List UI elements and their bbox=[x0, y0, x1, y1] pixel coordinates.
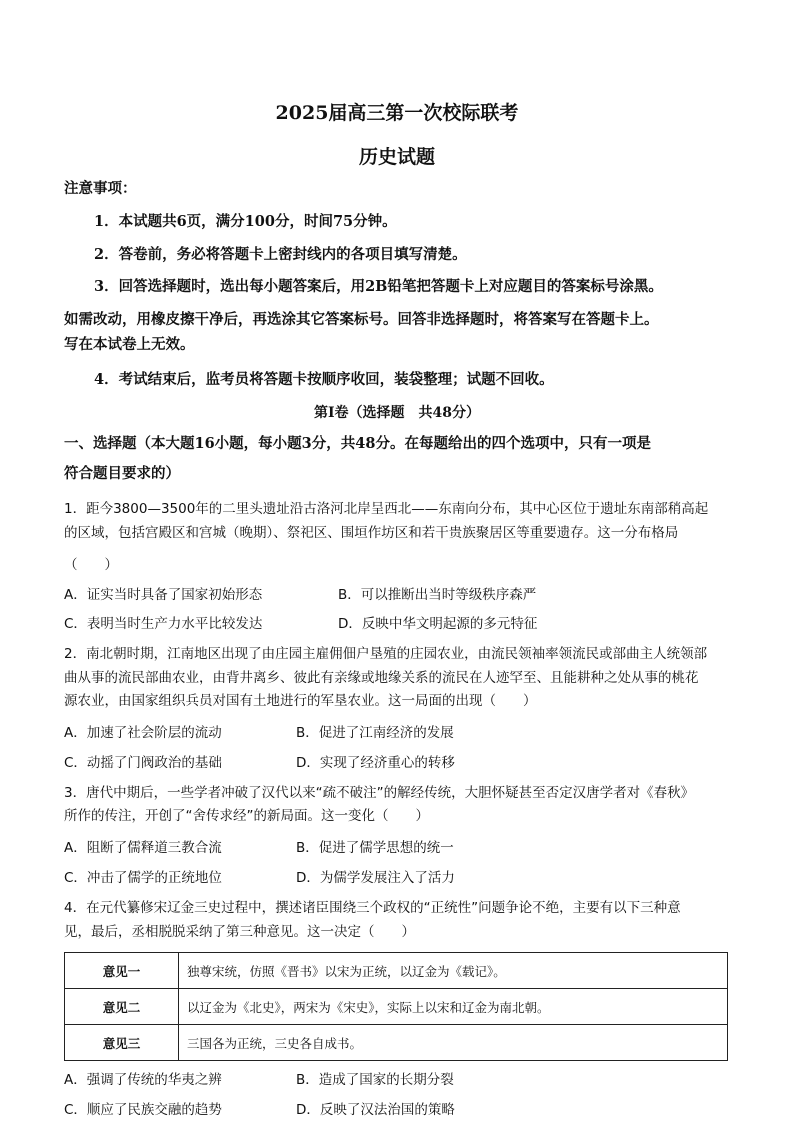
section-title: 第Ⅰ卷（选择题 共48分） bbox=[313, 405, 481, 421]
notice-item: 4．考试结束后，监考员将答题卡按顺序收回，装袋整理；试题不回收。 bbox=[94, 371, 554, 388]
notice-item: 如需改动，用橡皮擦干净后，再选涂其它答案标号。回答非选择题时，将答案写在答题卡上。 bbox=[64, 311, 659, 328]
table-cell-text: 独尊宋统，仿照《晋书》以宋为正统，以辽金为《载记》。 bbox=[179, 953, 728, 989]
question-2-text: 曲从事的流民部曲农业，由背井离乡、彼此有亲缘或地缘关系的流民在人迹罕至、且能耕种之处从事的桃花 bbox=[64, 670, 699, 686]
question-3-text: 所作的传注，开创了“舍传求经”的新局面。这一变化（ ） bbox=[64, 808, 429, 824]
table-row bbox=[65, 1025, 728, 1061]
question-1-option-c: C．表明当时生产力水平比较发达 bbox=[64, 616, 263, 632]
exam-subtitle: 历史试题 bbox=[358, 146, 435, 168]
question-1-text: 1．距今3800—3500年的二里头遗址沿古洛河北岸呈西北——东南向分布，其中心区位于遗址东南部稍高起 bbox=[64, 501, 709, 517]
question-1-option-d: D．反映中华文明起源的多元特征 bbox=[338, 616, 538, 632]
table-cell-text: 以辽金为《北史》，两宋为《宋史》，实际上以宋和辽金为南北朝。 bbox=[179, 989, 728, 1025]
table-row bbox=[65, 953, 728, 989]
notice-item: 写在本试卷上无效。 bbox=[64, 336, 195, 353]
exam-title: 2025届高三第一次校际联考 bbox=[275, 102, 519, 124]
question-4-option-a: A．强调了传统的华夷之辨 bbox=[64, 1072, 222, 1088]
question-1-option-a: A．证实当时具备了国家初始形态 bbox=[64, 587, 263, 603]
question-1-text: 的区域，包括宫殿区和宫城（晚期）、祭祀区、围垣作坊区和若干贵族聚居区等重要遗存。这一分布格局 bbox=[64, 525, 679, 541]
section-instruction: 一、选择题（本大题16小题，每小题3分，共48分。在每题给出的四个选项中，只有一项是 bbox=[64, 435, 651, 452]
question-3-option-d: D．为儒学发展注入了活力 bbox=[296, 870, 455, 886]
notice-heading: 注意事项： bbox=[64, 180, 137, 197]
question-4-option-c: C．顺应了民族交融的趋势 bbox=[64, 1102, 222, 1118]
question-3-option-a: A．阻断了儒释道三教合流 bbox=[64, 840, 222, 856]
question-3-option-c: C．冲击了儒学的正统地位 bbox=[64, 870, 222, 886]
question-4-option-b: B．造成了国家的长期分裂 bbox=[296, 1072, 454, 1088]
table-cell-label: 意见二 bbox=[65, 989, 179, 1025]
section-instruction: 符合题目要求的） bbox=[64, 465, 180, 482]
notice-item: 3．回答选择题时，选出每小题答案后，用2B铅笔把答题卡上对应题目的答案标号涂黑。 bbox=[94, 278, 663, 295]
question-2-option-d: D．实现了经济重心的转移 bbox=[296, 755, 455, 771]
opinions-table bbox=[64, 952, 728, 1061]
notice-item: 2．答卷前，务必将答题卡上密封线内的各项目填写清楚。 bbox=[94, 246, 467, 263]
question-2-option-a: A．加速了社会阶层的流动 bbox=[64, 725, 222, 741]
question-2-text: 2．南北朝时期，江南地区出现了由庄园主雇佣佃户垦殖的庄园农业，由流民领袖率领流民或部曲主人统领部 bbox=[64, 646, 708, 662]
table-cell-text: 三国各为正统，三史各自成书。 bbox=[179, 1025, 728, 1061]
table-row bbox=[65, 989, 728, 1025]
question-1-option-b: B．可以推断出当时等级秩序森严 bbox=[338, 587, 537, 603]
question-2-option-c: C．动摇了门阀政治的基础 bbox=[64, 755, 222, 771]
question-3-text: 3．唐代中期后，一些学者冲破了汉代以来“疏不破注”的解经传统，大胆怀疑甚至否定汉唐学者对《春秋》 bbox=[64, 785, 695, 801]
question-2-option-b: B．促进了江南经济的发展 bbox=[296, 725, 454, 741]
question-4-text: 见，最后，丞相脱脱采纳了第三种意见。这一决定（ ） bbox=[64, 924, 415, 940]
question-1-text: （ ） bbox=[64, 557, 118, 573]
table-cell-label: 意见一 bbox=[65, 953, 179, 989]
question-4-option-d: D．反映了汉法治国的策略 bbox=[296, 1102, 455, 1118]
question-2-text: 源农业，由国家组织兵员对国有土地进行的军垦农业。这一局面的出现（ ） bbox=[64, 693, 537, 709]
question-3-option-b: B．促进了儒学思想的统一 bbox=[296, 840, 454, 856]
question-4-text: 4．在元代纂修宋辽金三史过程中，撰述诸臣围绕三个政权的“正统性”问题争论不绝，主要有以下三种意 bbox=[64, 900, 681, 916]
table-cell-label: 意见三 bbox=[65, 1025, 179, 1061]
notice-item: 1．本试题共6页，满分100分，时间75分钟。 bbox=[94, 213, 397, 230]
